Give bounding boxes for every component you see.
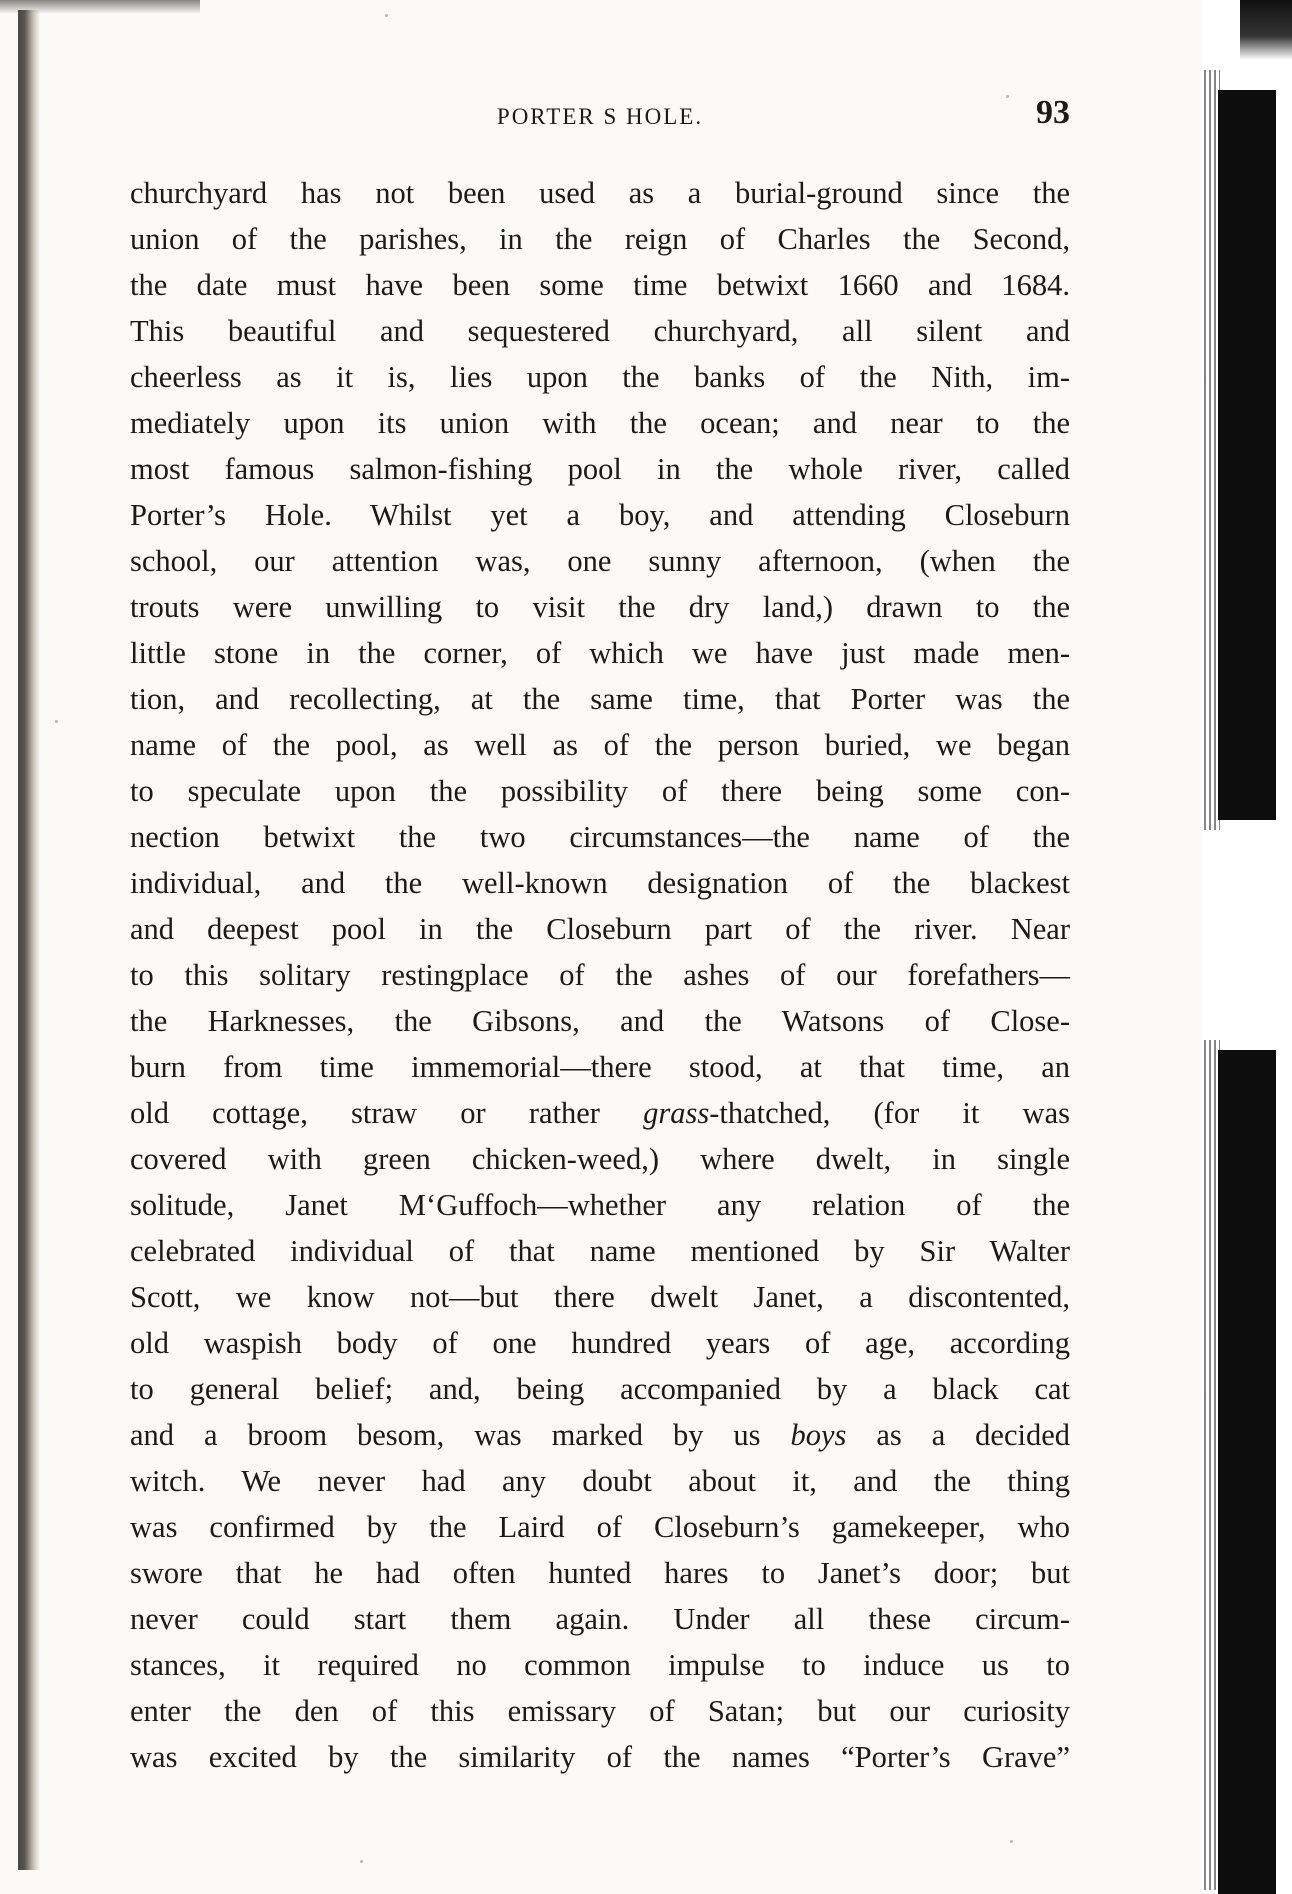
running-head: PORTER S HOLE.: [496, 104, 704, 129]
text-run: old cottage, straw or rather: [130, 1096, 644, 1130]
text-line: enter the den of this emissary of Satan; but our curiosity: [130, 1694, 1070, 1728]
binding-shadow-left: [18, 10, 40, 1870]
text-line: stances, it required no common impulse to induce us to: [130, 1648, 1070, 1682]
body-text: [130, 170, 1070, 1780]
scan-artifact-corner: [1240, 0, 1292, 60]
text-line: to general belief; and, being accompanied by a black cat: [130, 1372, 1070, 1406]
text-run: -thatched, (for it was: [709, 1096, 1070, 1130]
text-line: old waspish body of one hundred years of age, according: [130, 1326, 1070, 1360]
text-run: as a decided: [846, 1418, 1071, 1452]
text-line: to this solitary restingplace of the ashes of our forefathers—: [130, 958, 1070, 992]
text-line: churchyard has not been used as a burial-ground since the: [130, 176, 1070, 210]
text-line: burn from time immemorial—there stood, at that time, an: [130, 1050, 1070, 1084]
text-run: and a broom besom, was marked by us: [130, 1418, 791, 1452]
text-line: and deepest pool in the Closeburn part of the river. Near: [130, 912, 1070, 946]
text-line: school, our attention was, one sunny afternoon, (when the: [130, 544, 1070, 578]
text-line: union of the parishes, in the reign of Charles the Second,: [130, 222, 1070, 256]
text-line: This beautiful and sequestered churchyard, all silent and: [130, 314, 1070, 348]
text-line: Scott, we know not—but there dwelt Janet, a discontented,: [130, 1280, 1070, 1314]
page-number: 93: [1036, 94, 1070, 131]
text-line: cheerless as it is, lies upon the banks of the Nith, im-: [130, 360, 1070, 394]
page-header: [130, 94, 1070, 134]
italic-word: boys: [790, 1418, 847, 1452]
text-line: never could start them again. Under all these circum-: [130, 1602, 1070, 1636]
speck: [360, 1860, 363, 1863]
speck: [1010, 1840, 1013, 1843]
text-line: solitude, Janet M‘Guffoch—whether any relation of the: [130, 1188, 1070, 1222]
text-line: was excited by the similarity of the names “Porter’s Grave”: [130, 1740, 1070, 1774]
text-line: celebrated individual of that name mentioned by Sir Walter: [130, 1234, 1070, 1268]
text-line: mediately upon its union with the ocean; and near to the: [130, 406, 1070, 440]
speck: [55, 720, 58, 723]
text-line: little stone in the corner, of which we have just made men-: [130, 636, 1070, 670]
text-line: trouts were unwilling to visit the dry land,) drawn to the: [130, 590, 1070, 624]
text-line: tion, and recollecting, at the same time, that Porter was the: [130, 682, 1070, 716]
text-line: the Harknesses, the Gibsons, and the Watsons of Close-: [130, 1004, 1070, 1038]
text-line: swore that he had often hunted hares to Janet’s door; but: [130, 1556, 1070, 1590]
italic-word: grass: [643, 1096, 710, 1130]
scan-artifact-bar: [1218, 1050, 1276, 1894]
speck: [1006, 95, 1009, 98]
text-line: individual, and the well-known designation of the blackest: [130, 866, 1070, 900]
text-line: the date must have been some time betwixt 1660 and 1684.: [130, 268, 1070, 302]
text-line: [130, 1412, 1070, 1458]
text-line: nection betwixt the two circumstances—the name of the: [130, 820, 1070, 854]
text-line: to speculate upon the possibility of there being some con-: [130, 774, 1070, 808]
text-line: witch. We never had any doubt about it, and the thing: [130, 1464, 1070, 1498]
text-line: was confirmed by the Laird of Closeburn’s gamekeeper, who: [130, 1510, 1070, 1544]
scan-artifact-bar: [1218, 90, 1276, 820]
speck: [385, 14, 388, 17]
text-line: covered with green chicken-weed,) where dwelt, in single: [130, 1142, 1070, 1176]
text-line: [130, 1090, 1070, 1136]
text-line: most famous salmon-fishing pool in the whole river, called: [130, 452, 1070, 486]
text-line: Porter’s Hole. Whilst yet a boy, and attending Closeburn: [130, 498, 1070, 532]
text-line: name of the pool, as well as of the person buried, we began: [130, 728, 1070, 762]
